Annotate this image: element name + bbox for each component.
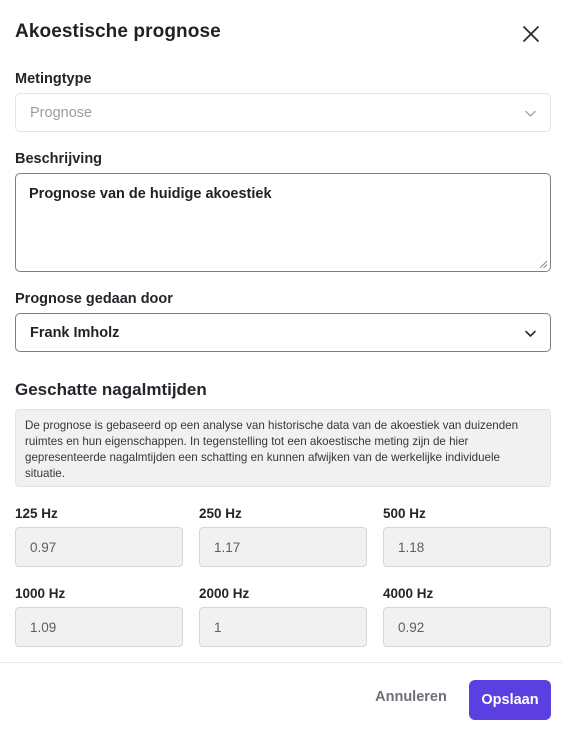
- measurement-type-select: [15, 93, 551, 132]
- band-2000-label: 2000 Hz: [199, 586, 250, 601]
- measurement-type-label: Metingtype: [15, 71, 92, 87]
- band-250-label: 250 Hz: [199, 506, 242, 521]
- band-4000-field: [383, 607, 551, 647]
- description-label: Beschrijving: [15, 151, 103, 167]
- band-2000-field: [199, 607, 367, 647]
- band-1000-label: 1000 Hz: [15, 586, 66, 601]
- band-250-field: [199, 527, 367, 567]
- band-125-value: 0.97: [30, 540, 57, 555]
- footer-divider: [0, 662, 562, 663]
- chevron-down-icon: [524, 327, 537, 340]
- done-by-value: Frank Imholz: [30, 325, 120, 341]
- band-125-field: [15, 527, 183, 567]
- chevron-down-icon: [524, 107, 537, 120]
- band-4000-label: 4000 Hz: [383, 586, 434, 601]
- resize-handle-icon[interactable]: [539, 260, 548, 269]
- close-icon[interactable]: [519, 22, 543, 46]
- band-125-label: 125 Hz: [15, 506, 58, 521]
- band-2000-value: 1: [214, 620, 222, 635]
- band-1000-field: [15, 607, 183, 647]
- band-4000-value: 0.92: [398, 620, 425, 635]
- band-1000-value: 1.09: [30, 620, 57, 635]
- band-500-value: 1.18: [398, 540, 425, 555]
- band-250-value: 1.17: [214, 540, 241, 555]
- done-by-label: Prognose gedaan door: [15, 291, 173, 307]
- reverb-info-box: De prognose is gebaseerd op een analyse van historische data van de akoestiek van duizenden ruimtes en hun eigenschappen. In tegenstelling tot een akoestische meting zijn de hier gepresenteerde nagalmtijden een schatting en kunnen afwijken van de werkelijke individuele situatie.: [15, 409, 551, 487]
- measurement-type-value: Prognose: [30, 105, 93, 121]
- band-500-field: [383, 527, 551, 567]
- done-by-select[interactable]: [15, 313, 551, 352]
- cancel-button[interactable]: Annuleren: [375, 689, 447, 705]
- dialog-title: Akoestische prognose: [15, 21, 221, 42]
- reverb-section-title: Geschatte nagalmtijden: [15, 380, 207, 399]
- save-button[interactable]: Opslaan: [469, 680, 551, 720]
- description-textarea[interactable]: [15, 173, 551, 272]
- band-500-label: 500 Hz: [383, 506, 426, 521]
- description-value: Prognose van de huidige akoestiek: [29, 186, 272, 202]
